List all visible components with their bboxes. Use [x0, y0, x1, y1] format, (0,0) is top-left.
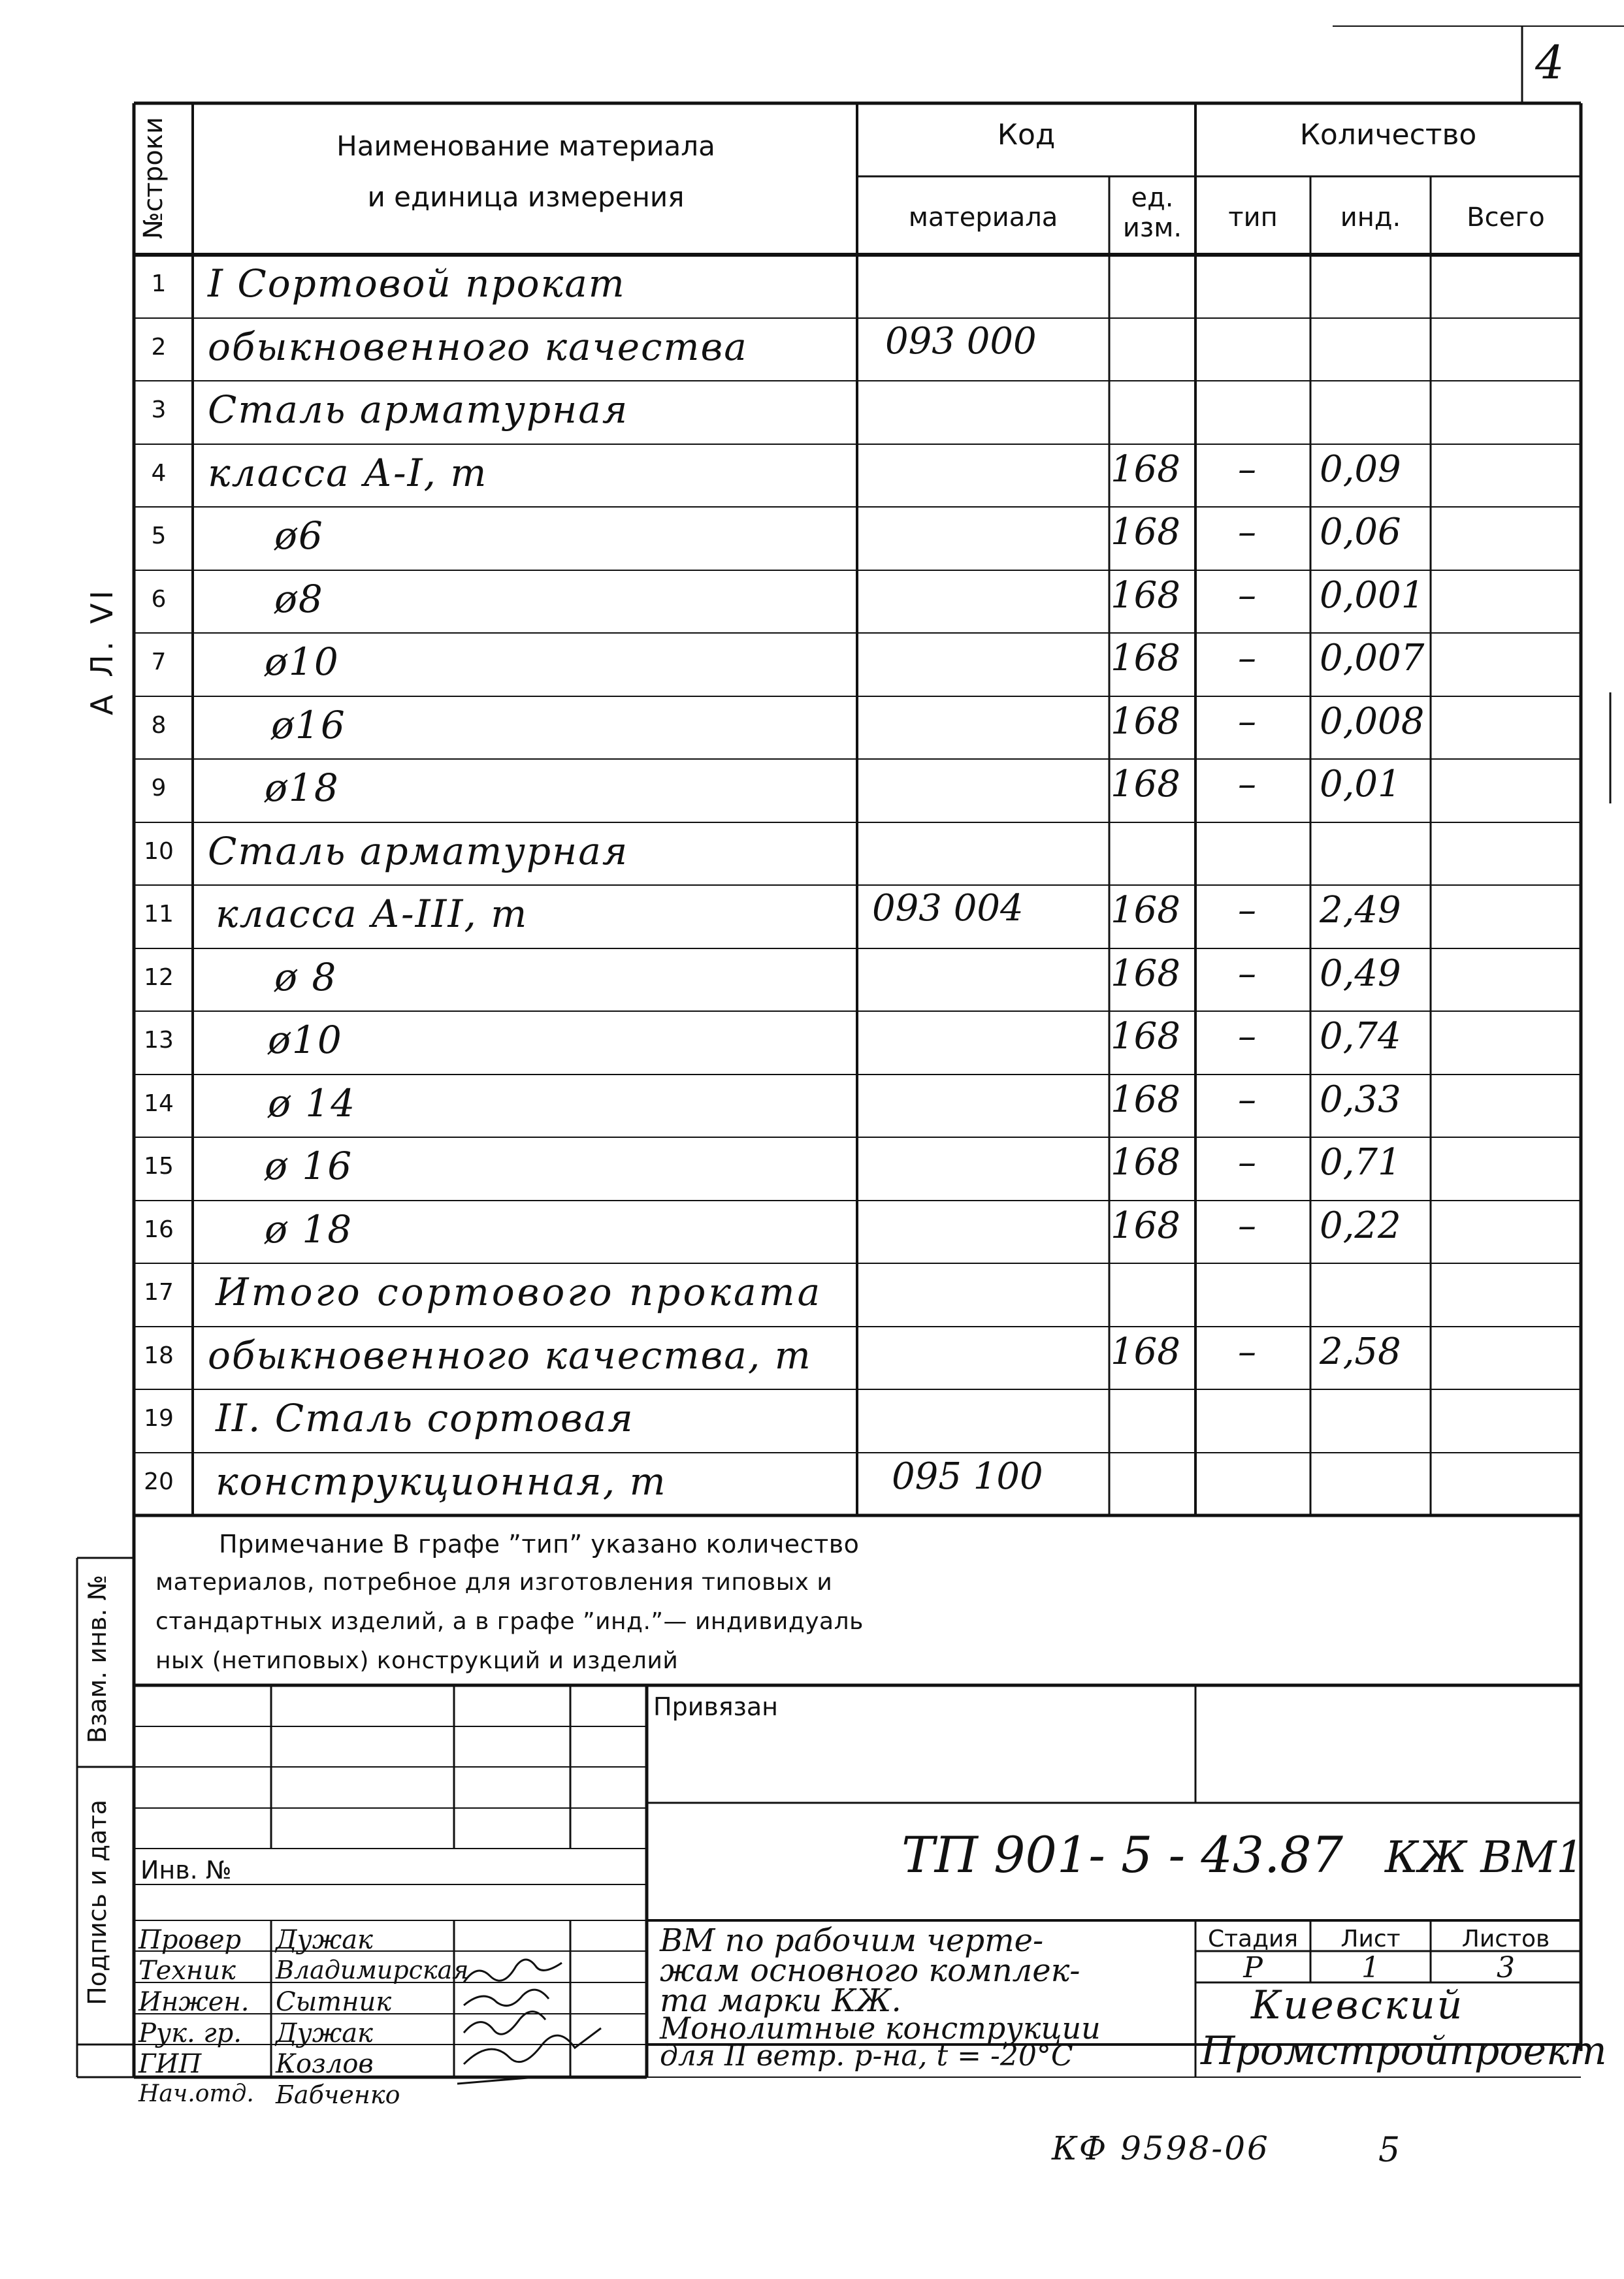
row-name: класса А-I, т — [208, 451, 488, 495]
header-unit-line2: изм. — [1122, 213, 1182, 243]
staff-name: Сытник — [276, 1987, 392, 2017]
staff-name: Дужак — [276, 1925, 373, 1955]
row-number: 14 — [144, 1090, 174, 1117]
row-typ: – — [1238, 637, 1256, 679]
row-name: ø18 — [265, 766, 340, 810]
row-name: ø6 — [274, 513, 324, 558]
row-number: 11 — [144, 901, 174, 928]
row-unit: 168 — [1111, 1015, 1180, 1058]
row-typ: – — [1238, 1331, 1256, 1373]
row-name: Сталь арматурная — [208, 387, 629, 432]
row-code: 095 100 — [892, 1455, 1043, 1498]
row-number: 8 — [151, 712, 167, 739]
row-name: обыкновенного качества — [208, 325, 748, 369]
row-unit: 168 — [1111, 1331, 1180, 1373]
document-code: ТП 901- 5 - 43.87 — [901, 1826, 1343, 1884]
row-name: ø8 — [274, 577, 324, 621]
header-unit-line1: ед. — [1131, 183, 1174, 213]
title-line-5: для II ветр. р-на, t = -20°С — [660, 2039, 1073, 2073]
signature-scribbles — [457, 1960, 601, 2084]
row-number: 20 — [144, 1468, 174, 1495]
row-typ: – — [1238, 1204, 1256, 1247]
row-typ: – — [1238, 574, 1256, 617]
row-number: 12 — [144, 964, 174, 991]
row-name: I Сортовой прокат — [208, 261, 626, 306]
row-typ: – — [1238, 763, 1256, 805]
row-unit: 168 — [1111, 1204, 1180, 1247]
row-unit: 168 — [1111, 511, 1180, 553]
staff-role: Техник — [138, 1956, 236, 1986]
note-line-4: ных (нетиповых) конструкций и изделий — [155, 1647, 679, 1674]
stage-label: Стадия — [1207, 1926, 1299, 1952]
row-number: 15 — [144, 1153, 174, 1180]
row-name: ø 16 — [265, 1144, 353, 1188]
row-typ: – — [1238, 952, 1256, 995]
staff-role: Нач.отд. — [138, 2080, 254, 2107]
row-code: 093 004 — [872, 887, 1024, 929]
row-name: II. Сталь сортовая — [216, 1396, 634, 1440]
album-side-label: А Л. VI — [84, 587, 120, 715]
title-line-4: Монолитные конструкции — [660, 2011, 1101, 2046]
stamp-signature-date: Подпись и дата — [83, 1800, 112, 2005]
row-ind: 0,22 — [1320, 1204, 1401, 1247]
row-ind: 0,74 — [1320, 1015, 1401, 1058]
row-name: ø16 — [271, 703, 346, 747]
row-unit: 168 — [1111, 1141, 1180, 1184]
stage-value: Р — [1243, 1951, 1263, 1984]
row-number: 6 — [151, 586, 167, 613]
note-line-1: Примечание В графе ”тип” указано количество — [219, 1530, 860, 1559]
row-ind: 0,49 — [1320, 952, 1401, 995]
row-number: 18 — [144, 1342, 174, 1369]
staff-role: Рук. гр. — [138, 2018, 242, 2048]
header-qty-typ: тип — [1228, 202, 1278, 233]
inventory-no-label: Инв. № — [140, 1856, 232, 1884]
staff-name: Владимирская — [276, 1956, 469, 1984]
row-code: 093 000 — [885, 320, 1037, 363]
row-unit: 168 — [1111, 889, 1180, 931]
row-typ: – — [1238, 889, 1256, 931]
row-number: 5 — [151, 523, 167, 549]
row-name: конструкционная, т — [216, 1459, 667, 1504]
title-line-1: ВМ по рабочим черте- — [660, 1922, 1044, 1959]
row-typ: – — [1238, 700, 1256, 743]
title-line-2: жам основного комплек- — [660, 1952, 1080, 1989]
row-name: ø 8 — [274, 955, 338, 999]
sheets-value: 3 — [1497, 1951, 1515, 1984]
note-line-3: стандартных изделий, а в графе ”инд.”— индивидуаль — [155, 1608, 864, 1635]
row-unit: 168 — [1111, 574, 1180, 617]
row-ind: 2,49 — [1320, 889, 1401, 931]
header-qty-total: Всего — [1467, 202, 1545, 233]
row-ind: 2,58 — [1320, 1331, 1401, 1373]
row-ind: 0,008 — [1320, 700, 1425, 743]
row-typ: – — [1238, 1078, 1256, 1121]
row-unit: 168 — [1111, 637, 1180, 679]
row-typ: – — [1238, 448, 1256, 491]
header-name-line1: Наименование материала — [336, 130, 715, 162]
archive-page: 5 — [1378, 2131, 1401, 2170]
row-unit: 168 — [1111, 952, 1180, 995]
note-line-2: материалов, потребное для изготовления типовых и — [155, 1569, 833, 1596]
stamp-replacement-inv: Взам. инв. № — [83, 1575, 112, 1744]
row-unit: 168 — [1111, 700, 1180, 743]
row-name: ø10 — [268, 1018, 343, 1062]
header-code: Код — [997, 118, 1056, 152]
sheets-label: Листов — [1461, 1926, 1550, 1952]
row-number: 7 — [151, 649, 167, 675]
title-line-3: та марки КЖ. — [660, 1982, 901, 2019]
row-unit: 168 — [1111, 763, 1180, 805]
staff-role: Инжен. — [138, 1987, 250, 2017]
row-ind: 0,007 — [1320, 637, 1425, 679]
header-row-number: №строки — [138, 117, 169, 239]
row-name: Сталь арматурная — [208, 829, 629, 873]
row-name: обыкновенного качества, т — [208, 1333, 812, 1378]
row-name: ø 14 — [268, 1081, 357, 1125]
staff-name: Бабченко — [276, 2080, 400, 2109]
row-typ: – — [1238, 1141, 1256, 1184]
sheet-label: Лист — [1340, 1926, 1401, 1952]
page-number: 4 — [1535, 36, 1565, 89]
row-name: Итого сортового проката — [216, 1270, 823, 1314]
sheet-value: 1 — [1361, 1951, 1380, 1984]
row-typ: – — [1238, 1015, 1256, 1058]
row-name: ø 18 — [265, 1207, 353, 1252]
row-number: 17 — [144, 1279, 174, 1306]
staff-role: ГИП — [138, 2049, 202, 2079]
row-ind: 0,06 — [1320, 511, 1401, 553]
row-unit: 168 — [1111, 448, 1180, 491]
row-number: 2 — [151, 334, 167, 361]
staff-name: Козлов — [276, 2049, 374, 2079]
row-number: 13 — [144, 1027, 174, 1054]
document-mark: КЖ ВМ1 — [1385, 1832, 1584, 1883]
row-name: ø10 — [265, 639, 340, 684]
row-ind: 0,01 — [1320, 763, 1401, 805]
privyazan-label: Привязан — [653, 1692, 778, 1721]
archive-code: КФ 9598-06 — [1052, 2129, 1270, 2167]
row-ind: 0,71 — [1320, 1141, 1401, 1184]
row-typ: – — [1238, 511, 1256, 553]
row-number: 10 — [144, 838, 174, 865]
row-number: 16 — [144, 1216, 174, 1243]
organization-line-1: Киевский — [1251, 1982, 1465, 2028]
row-ind: 0,09 — [1320, 448, 1401, 491]
header-name-line2: и единица измерения — [367, 181, 685, 213]
row-unit: 168 — [1111, 1078, 1180, 1121]
row-number: 3 — [151, 396, 167, 423]
header-qty-ind: инд. — [1340, 202, 1401, 233]
row-ind: 0,001 — [1320, 574, 1425, 617]
row-name: класса А-III, т — [216, 892, 528, 936]
organization-line-2: Промстройпроект — [1201, 2028, 1607, 2074]
header-code-material: материала — [908, 202, 1058, 233]
staff-role: Провер — [138, 1925, 242, 1955]
row-ind: 0,33 — [1320, 1078, 1401, 1121]
row-number: 1 — [151, 270, 167, 297]
staff-name: Дужак — [276, 2018, 373, 2048]
row-number: 19 — [144, 1405, 174, 1432]
row-number: 9 — [151, 775, 167, 801]
header-quantity: Количество — [1299, 118, 1477, 152]
row-number: 4 — [151, 460, 167, 487]
stamp-original-inv-box — [77, 2045, 134, 2077]
